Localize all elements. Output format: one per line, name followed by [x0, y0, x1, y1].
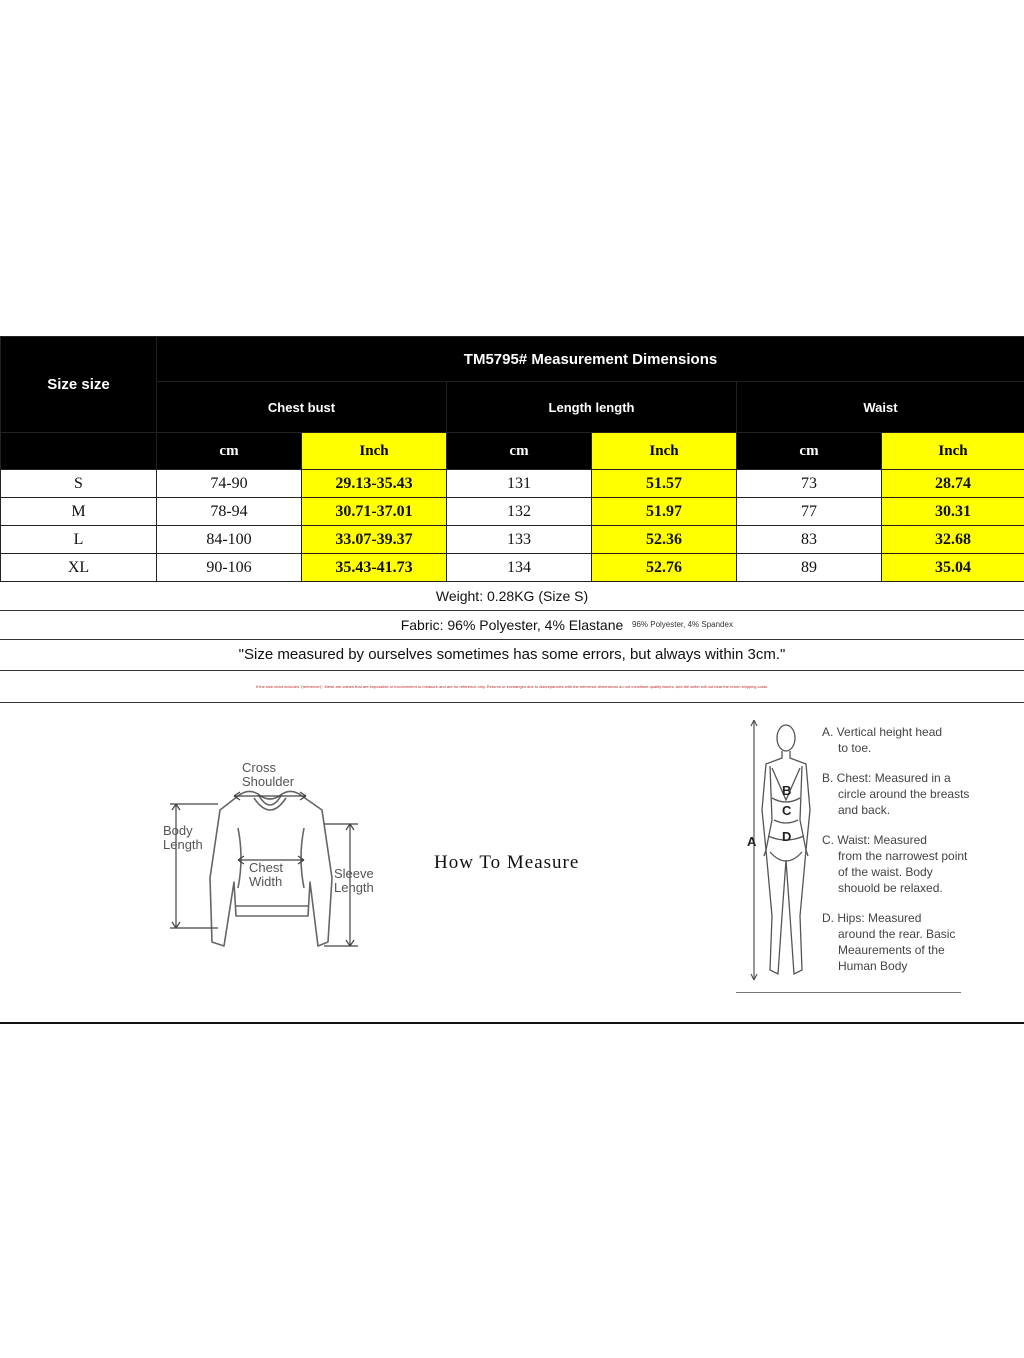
table-row — [1, 470, 1024, 498]
disclaimer-text: If the size chart includes "(reference)", these are values that are impossible or inconvenient to measure and are for reference only. Returns or exchanges due to discrepancies with the reference dimensions do not constitute quality issues, and the seller will not bear the return shipping costs. — [0, 671, 1024, 703]
how-to-measure-section — [0, 702, 1024, 1024]
body-length-label: Body Length — [163, 823, 203, 852]
waist-inch-cell: 32.68 — [882, 526, 1024, 554]
legend-item — [822, 770, 972, 818]
table-row — [1, 554, 1024, 582]
size-cell: L — [1, 526, 157, 554]
waist-cm-cell: 89 — [737, 554, 882, 582]
figure-label-d: D — [782, 829, 792, 844]
unit-header-inch: Inch — [592, 433, 737, 470]
table-row — [1, 526, 1024, 554]
waist-inch-cell: 35.04 — [882, 554, 1024, 582]
size-cell: S — [1, 470, 157, 498]
legend-item — [822, 910, 972, 974]
body-figure-icon — [736, 720, 826, 995]
length-inch-cell: 51.57 — [592, 470, 737, 498]
group-header-chest: Chest bust — [157, 382, 447, 433]
legend-item-text: circle around the breasts and back. — [838, 787, 970, 817]
size-header-spacer — [1, 433, 157, 470]
group-header-length: Length length — [447, 382, 737, 433]
chest-cm-cell: 74-90 — [157, 470, 302, 498]
fabric-text: Fabric: 96% Polyester, 4% Elastane — [400, 617, 624, 633]
size-cell: M — [1, 498, 157, 526]
unit-header-cm: cm — [447, 433, 592, 470]
legend-item-text: from the narrowest point of the waist. Body shouold be relaxed. — [838, 849, 968, 895]
unit-header-cm: cm — [157, 433, 302, 470]
unit-header-inch: Inch — [882, 433, 1024, 470]
legend-item — [822, 832, 972, 896]
legend-item — [822, 724, 972, 756]
fabric-small-text: 96% Polyester, 4% Spandex — [632, 620, 733, 629]
length-inch-cell: 52.76 — [592, 554, 737, 582]
waist-cm-cell: 73 — [737, 470, 882, 498]
chest-cm-cell: 90-106 — [157, 554, 302, 582]
legend-item-head: A. Vertical height head — [822, 725, 943, 739]
chest-cm-cell: 78-94 — [157, 498, 302, 526]
how-to-measure-title: How To Measure — [434, 852, 580, 873]
unit-header-cm: cm — [737, 433, 882, 470]
waist-inch-cell: 28.74 — [882, 470, 1024, 498]
table-row — [1, 498, 1024, 526]
waist-cm-cell: 83 — [737, 526, 882, 554]
size-column-header: Size size — [1, 337, 157, 433]
weight-info — [0, 582, 1024, 611]
figure-label-b: B — [782, 783, 792, 798]
table-title: TM5795# Measurement Dimensions — [157, 337, 1024, 382]
chest-inch-cell: 33.07-39.37 — [302, 526, 447, 554]
waist-inch-cell: 30.31 — [882, 498, 1024, 526]
chest-inch-cell: 30.71-37.01 — [302, 498, 447, 526]
group-header-waist: Waist — [737, 382, 1024, 433]
size-cell: XL — [1, 554, 157, 582]
length-cm-cell: 134 — [447, 554, 592, 582]
figure-label-c: C — [782, 803, 792, 818]
unit-header-inch: Inch — [302, 433, 447, 470]
legend-item-head: B. Chest: Measured in a — [822, 771, 951, 785]
length-cm-cell: 132 — [447, 498, 592, 526]
length-cm-cell: 133 — [447, 526, 592, 554]
figure-label-a: A — [747, 834, 757, 849]
legend-item-head: C. Waist: Measured — [822, 833, 927, 847]
size-table — [0, 336, 1024, 582]
chest-cm-cell: 84-100 — [157, 526, 302, 554]
legend-item-head: D. Hips: Measured — [822, 911, 922, 925]
cross-shoulder-label: Cross Shoulder — [242, 760, 295, 789]
weight-text: Weight: 0.28KG (Size S) — [435, 588, 589, 604]
figure-baseline — [736, 992, 961, 993]
legend-item-text: around the rear. Basic Meaurements of the Human Body — [838, 927, 956, 973]
measurement-note: "Size measured by ourselves sometimes has some errors, but always within 3cm." — [0, 640, 1024, 671]
fabric-info — [0, 611, 1024, 640]
chest-inch-cell: 29.13-35.43 — [302, 470, 447, 498]
sleeve-length-label: Sleeve Length — [334, 866, 374, 895]
length-inch-cell: 51.97 — [592, 498, 737, 526]
legend-item-text: to toe. — [838, 741, 872, 755]
chest-inch-cell: 35.43-41.73 — [302, 554, 447, 582]
size-chart — [0, 336, 1024, 703]
length-cm-cell: 131 — [447, 470, 592, 498]
chest-width-label: Chest Width — [249, 860, 283, 889]
waist-cm-cell: 77 — [737, 498, 882, 526]
measurement-legend — [822, 724, 972, 988]
length-inch-cell: 52.36 — [592, 526, 737, 554]
